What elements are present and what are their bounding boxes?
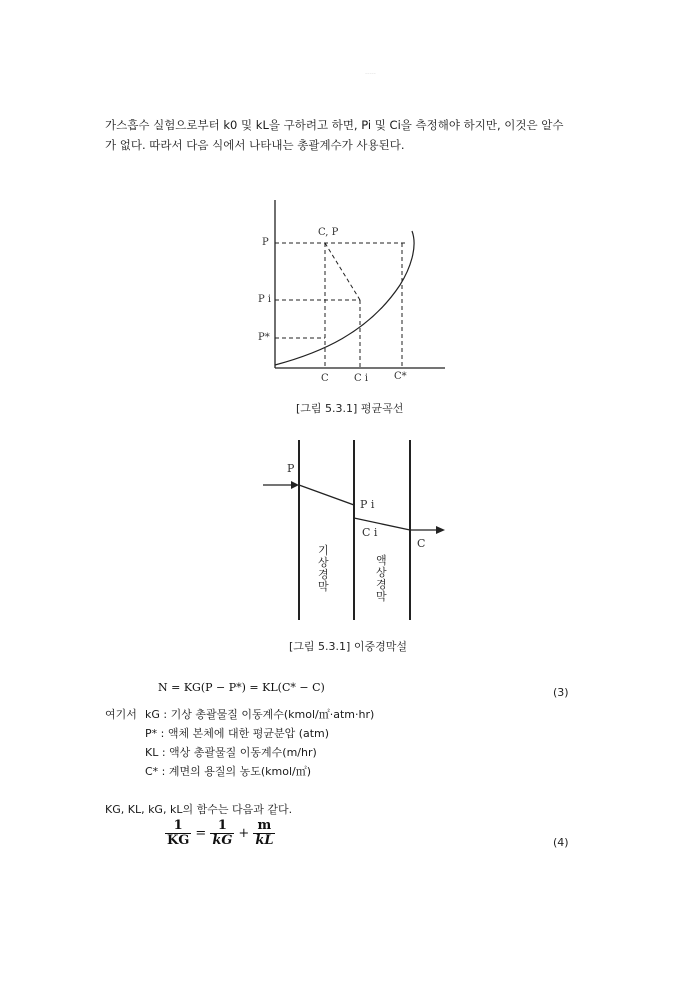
- fig1-label-ci: C i: [354, 373, 369, 384]
- frac-lhs: [165, 819, 191, 848]
- frac-lhs-num: 1: [173, 818, 183, 833]
- equation-3: N = KG(P − P*) = KL(C* − C): [158, 681, 325, 694]
- gas-film-label: 기상경막: [318, 544, 329, 593]
- definition-symbol: KL: [145, 746, 159, 759]
- definition-text: 기상 총괄물질 이동계수(kmol/㎡·atm·hr): [170, 708, 375, 721]
- fig2-label-c: C: [417, 537, 426, 550]
- definitions-lead: 여기서: [105, 708, 137, 721]
- equilibrium-curve: [275, 231, 414, 365]
- figure-equilibrium-curve: [250, 195, 450, 390]
- fig1-label-pstar: P*: [258, 332, 270, 343]
- definition-symbol: kG: [145, 708, 160, 721]
- definition-text: 액체 본체에 대한 평균분압 (atm): [167, 727, 330, 740]
- fig1-label-p: P: [262, 237, 269, 248]
- fig1-label-cp: C, P: [318, 227, 339, 238]
- fig1-label-cstar: C*: [394, 371, 407, 382]
- definition-row: P* : 액체 본체에 대한 평균분압 (atm): [145, 727, 330, 740]
- inlet-arrowhead: [291, 481, 299, 489]
- outlet-arrowhead: [436, 526, 445, 534]
- fig2-label-ci: C i: [362, 526, 378, 539]
- frac-term1-den: kG: [212, 833, 233, 848]
- definition-text: 액상 총괄물질 이동계수(m/hr): [169, 746, 317, 759]
- relation-text: KG, KL, kG, kL의 함수는 다음과 같다.: [105, 803, 293, 816]
- definition-row: C* : 계면의 용질의 농도(kmol/㎡): [145, 765, 312, 778]
- eq-sign: =: [195, 826, 207, 841]
- plus-sign: +: [238, 826, 250, 841]
- fig1-label-c: C: [321, 373, 329, 384]
- figure2-caption: [그림 5.3.1] 이중경막설: [289, 640, 407, 653]
- fig1-label-pi: P i: [258, 294, 272, 305]
- liquid-film-label: 액상경막: [376, 554, 387, 603]
- intro-line-2: 가 없다. 따라서 다음 식에서 나타내는 총괄계수가 사용된다.: [105, 138, 405, 152]
- fig2-label-p: P: [287, 462, 295, 475]
- fig2-label-pi: P i: [360, 498, 375, 511]
- frac-term1-num: 1: [217, 818, 227, 833]
- definition-row: kG : 기상 총괄물질 이동계수(kmol/㎡·atm·hr): [145, 708, 375, 721]
- intro-paragraph: [105, 115, 605, 155]
- definition-symbol: C*: [145, 765, 159, 778]
- equation-4: [165, 819, 275, 848]
- intro-line-1: 가스흡수 실험으로부터 k0 및 kL을 구하려고 하면, Pi 및 Ci을 측정해야 하지만, 이것은 알수: [105, 118, 564, 132]
- definition-row: KL : 액상 총괄물질 이동계수(m/hr): [145, 746, 317, 759]
- frac-term1: [210, 819, 234, 848]
- tie-line: [325, 243, 360, 300]
- definition-symbol: P*: [145, 727, 158, 740]
- equation-4-number: (4): [553, 836, 569, 849]
- frac-lhs-den: KG: [167, 833, 190, 848]
- figure1-caption: [그림 5.3.1] 평균곡선: [296, 402, 404, 415]
- definition-text: 계면의 용질의 농도(kmol/㎡): [168, 765, 312, 778]
- figure-two-film: [255, 435, 455, 625]
- frac-term2-num: m: [257, 818, 272, 833]
- frac-term2-den: kL: [255, 833, 274, 848]
- equation-3-number: (3): [553, 686, 569, 699]
- frac-term2: [253, 819, 275, 848]
- header-mark: -----: [365, 70, 376, 77]
